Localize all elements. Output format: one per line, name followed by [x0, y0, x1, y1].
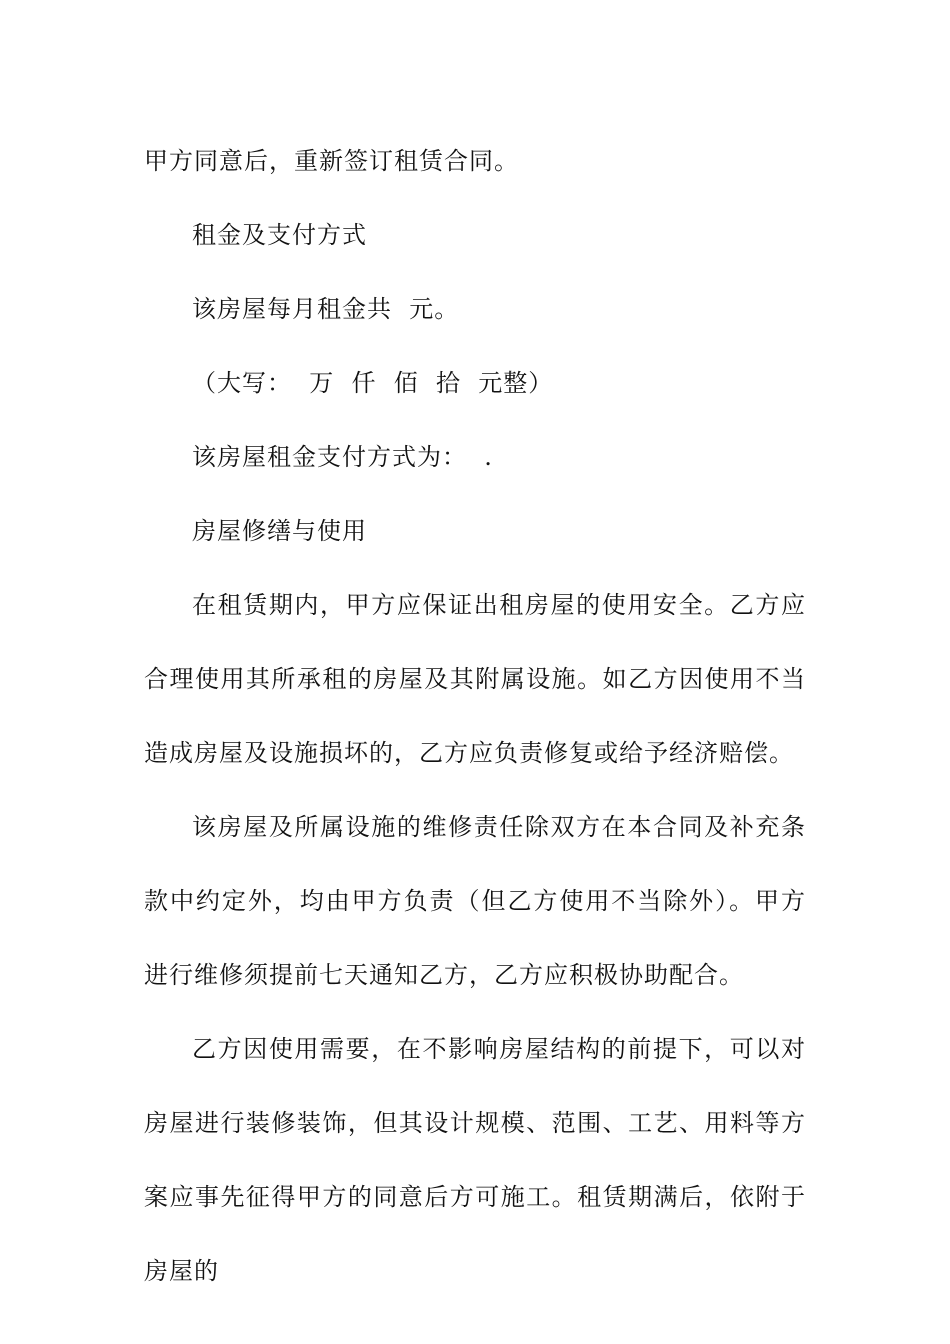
- paragraph-continuation: 甲方同意后，重新签订租赁合同。: [144, 147, 519, 175]
- paragraph-maintenance-responsibility: 该房屋及所属设施的维修责任除双方在本合同及补充条款中约定外，均由甲方负责（但乙方使用不当除外）。甲方进行维修须提前七天通知乙方，乙方应积极协助配合。: [144, 813, 806, 989]
- section-heading-repair-use: 房屋修缮与使用: [192, 517, 367, 545]
- paragraph-rent-in-words: （大写： 万 仟 佰 拾 元整）: [192, 369, 554, 397]
- document-body: [144, 124, 806, 1308]
- paragraph-payment-method: 该房屋租金支付方式为： .: [192, 443, 493, 471]
- paragraph-renovation: 乙方因使用需要，在不影响房屋结构的前提下，可以对房屋进行装修装饰，但其设计规模、范围、工艺、用料等方案应事先征得甲方的同意后方可施工。租赁期满后，依附于房屋的: [144, 1035, 806, 1285]
- section-heading-rent-payment: 租金及支付方式: [192, 221, 367, 249]
- paragraph-monthly-rent: 该房屋每月租金共 元。: [192, 295, 460, 323]
- paragraph-safety-responsibility: 在租赁期内，甲方应保证出租房屋的使用安全。乙方应合理使用其所承租的房屋及其附属设施。如乙方因使用不当造成房屋及设施损坏的，乙方应负责修复或给予经济赔偿。: [144, 591, 806, 767]
